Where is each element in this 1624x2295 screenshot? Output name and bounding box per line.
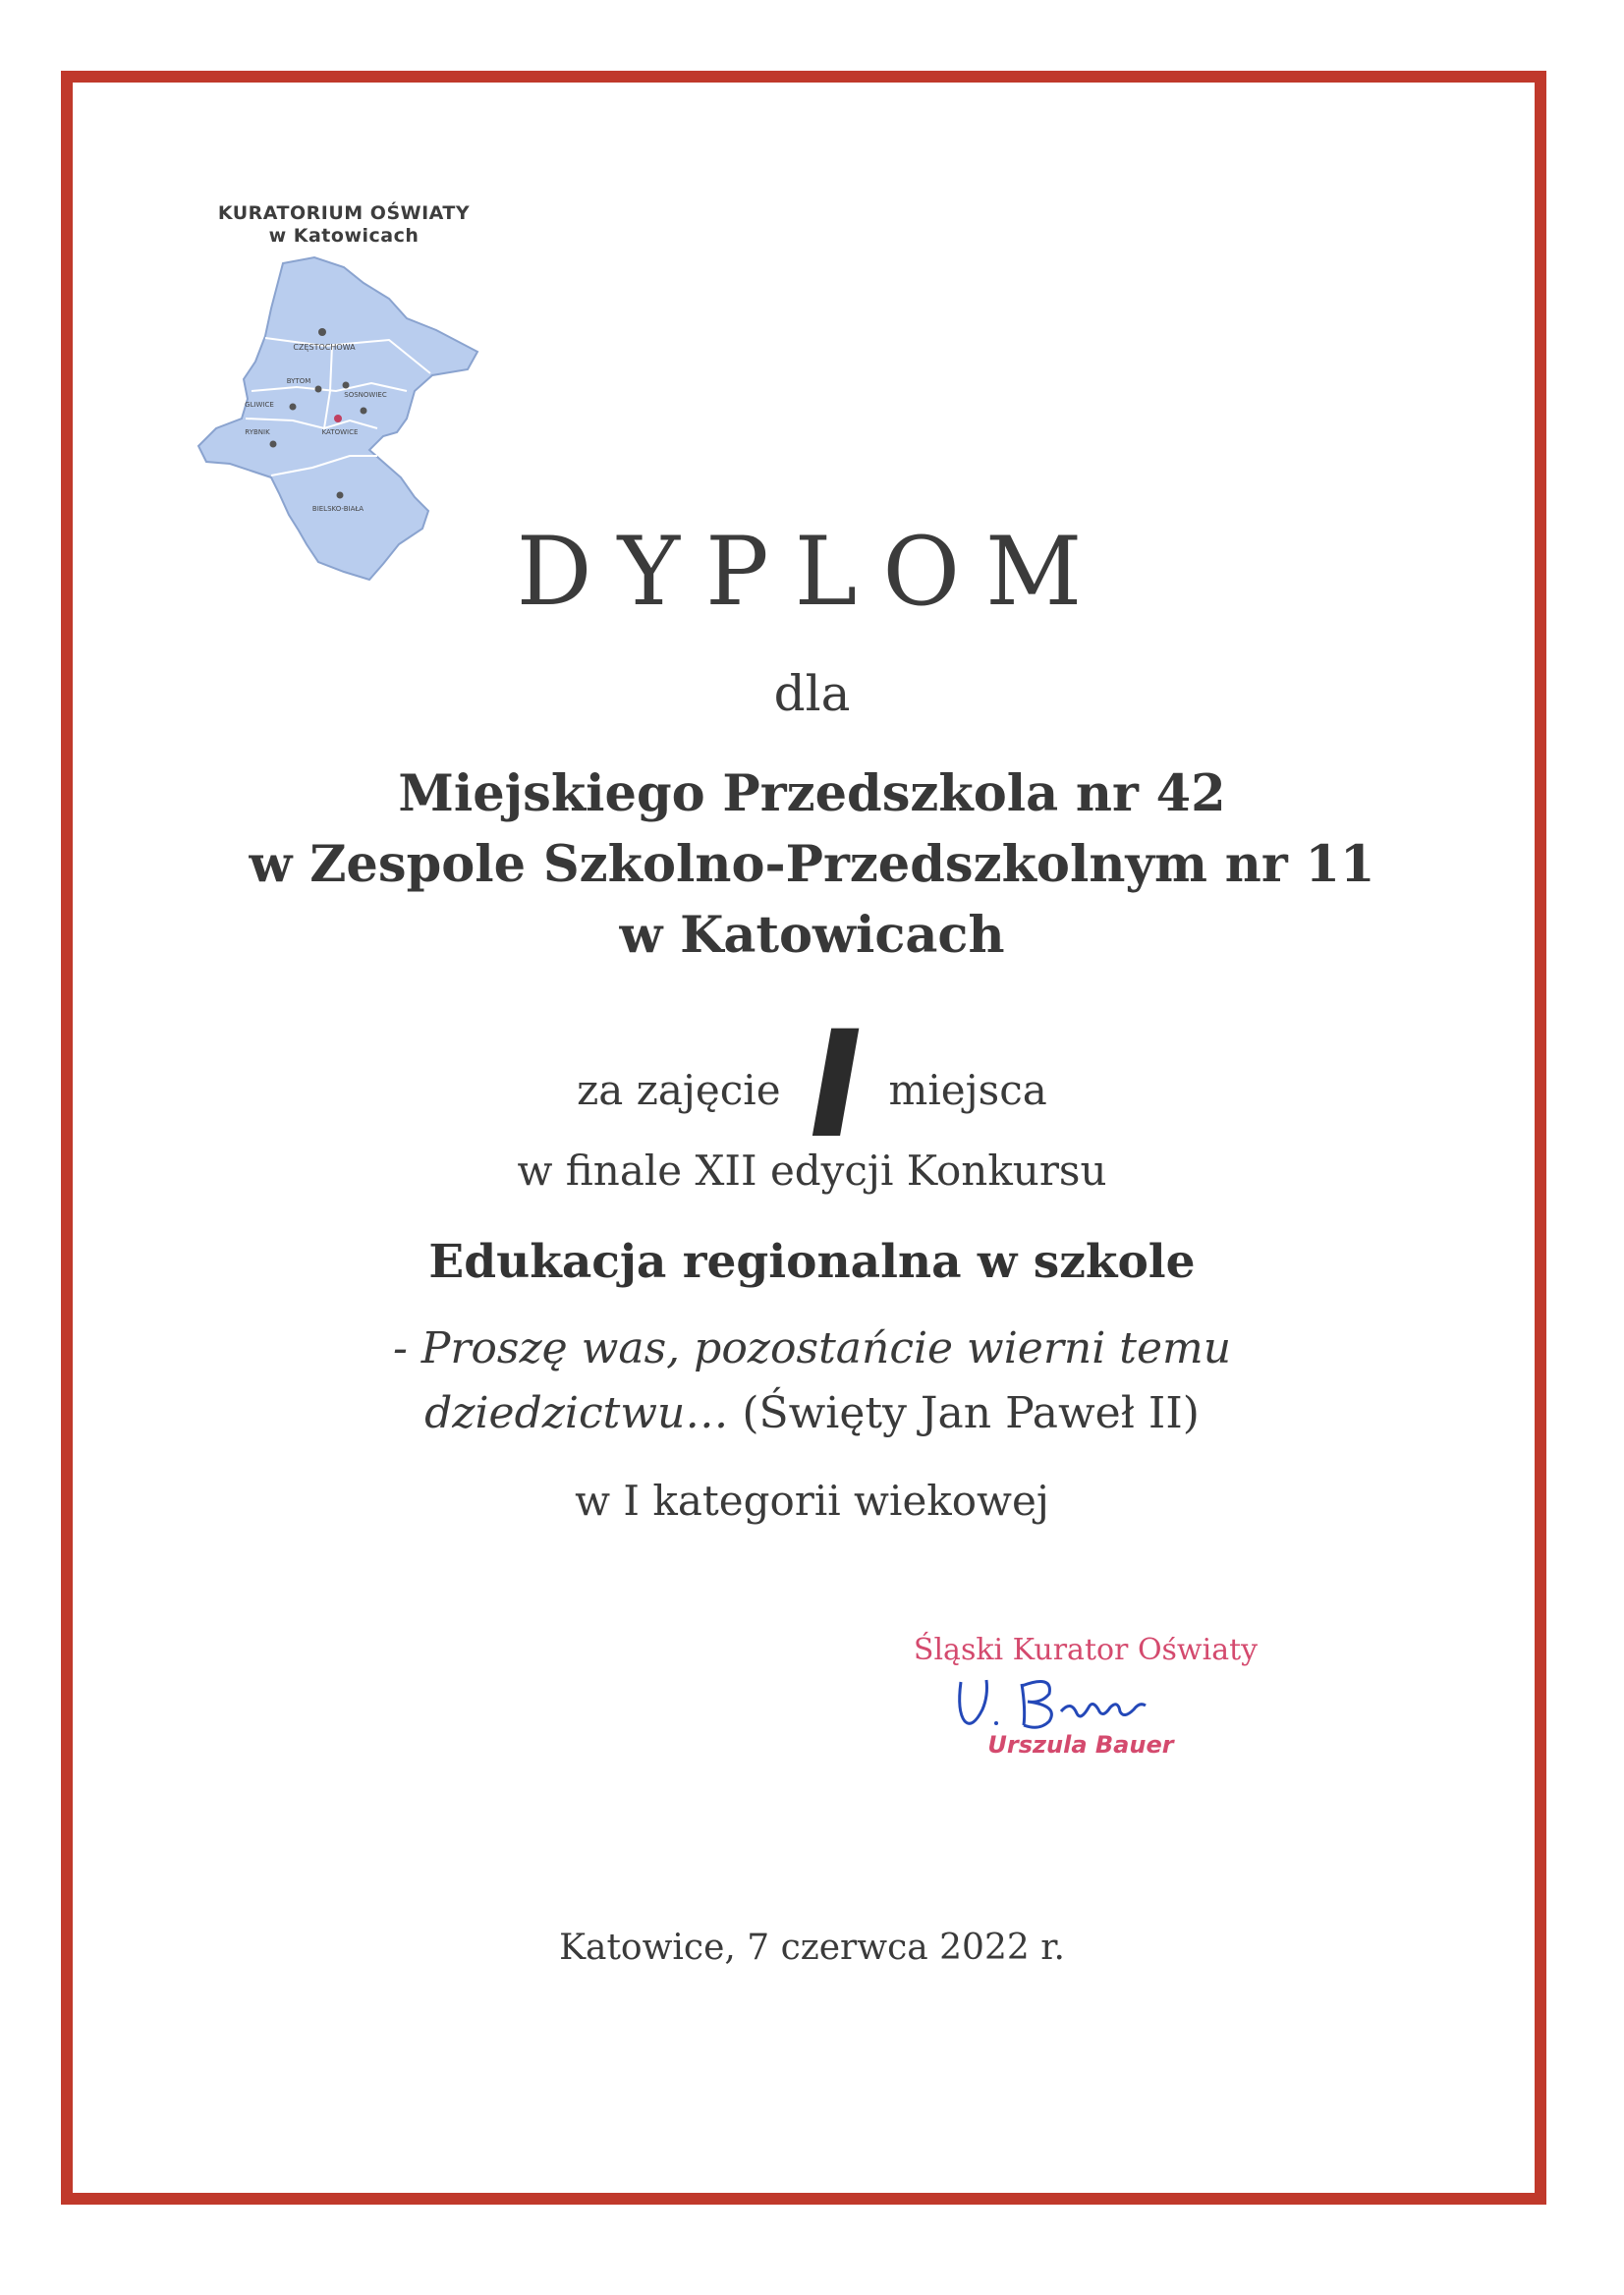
map-label-czestochowa: CZĘSTOCHOWA <box>293 343 356 352</box>
logo-title <box>196 202 491 248</box>
recipient-line1: Miejskiego Przedszkola nr 42 <box>398 764 1226 823</box>
czestochowa-dot <box>318 328 326 336</box>
map-label-rybnik: RYBNIK <box>245 428 270 436</box>
map-label-bielsko: BIELSKO-BIAŁA <box>311 505 364 513</box>
motto-line1: - Proszę was, pozostańcie wierni temu <box>392 1323 1232 1373</box>
handwritten-place-number: I <box>792 1000 878 1171</box>
map-label-sosnowiec: SOSNOWIEC <box>344 391 387 399</box>
finale-text: w finale XII edycji Konkursu <box>517 1147 1107 1195</box>
age-category: w I kategorii wiekowej <box>575 1477 1049 1525</box>
recipient-line2: w Zespole Szkolno-Przedszkolnym nr 11 <box>249 835 1375 894</box>
contest-name: Edukacja regionalna w szkole <box>428 1235 1196 1289</box>
map-label-gliwice: GLIWICE <box>245 401 274 409</box>
contest-motto <box>0 1316 1624 1446</box>
logo-title-line2: w Katowicach <box>268 225 420 247</box>
signatory-name: Urszula Bauer <box>987 1731 1174 1759</box>
map-label-katowice: KATOWICE <box>321 428 359 436</box>
diploma-heading: DYPLOM <box>516 517 1108 627</box>
issue-date: Katowice, 7 czerwca 2022 r. <box>559 1928 1065 1968</box>
place-suffix: miejsca <box>888 1066 1047 1114</box>
logo-title-line1: KURATORIUM OŚWIATY <box>217 202 471 224</box>
stamp-title: Śląski Kurator Oświaty <box>913 1633 1259 1667</box>
map-label-bytom: BYTOM <box>286 377 311 385</box>
recipient-line3: w Katowicach <box>619 906 1005 965</box>
recipient-block <box>0 758 1624 971</box>
motto-line2-italic: dziedzictwu… <box>424 1388 729 1438</box>
motto-line2-rest: (Święty Jan Paweł II) <box>728 1388 1200 1438</box>
place-prefix: za zajęcie <box>577 1066 781 1114</box>
dla-text: dla <box>773 665 851 722</box>
